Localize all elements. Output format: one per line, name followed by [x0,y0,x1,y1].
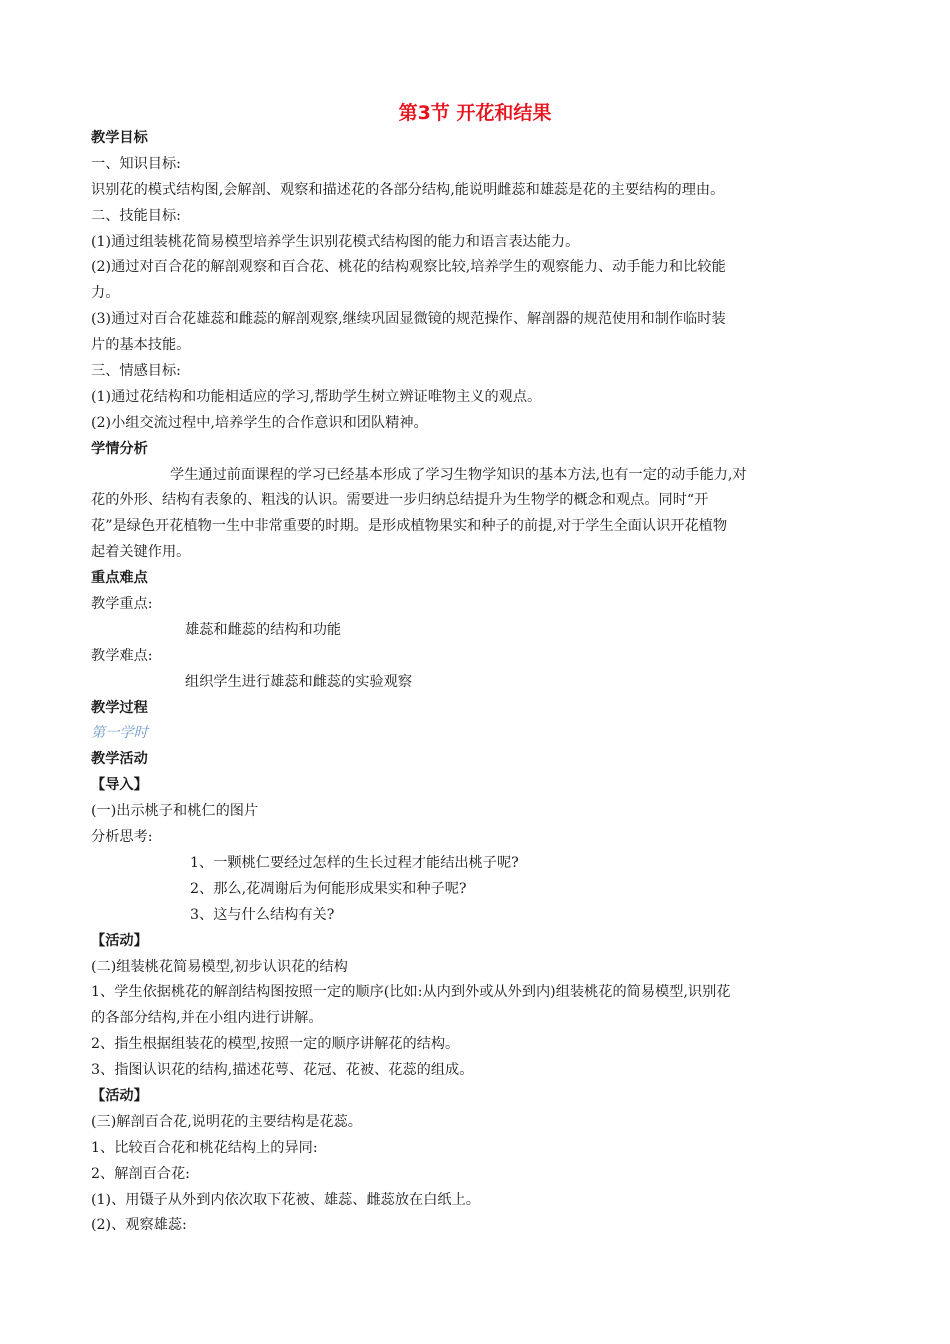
activity-3-item-1: 1、比较百合花和桃花结构上的异同: [91,1139,318,1156]
question-3: 3、这与什么结构有关? [190,906,335,923]
section-heading-key-points: 重点难点 [91,570,148,587]
emotion-item-1: (1)通过花结构和功能相适应的学习,帮助学生树立辨证唯物主义的观点。 [91,388,542,405]
skill-item-3b: 片的基本技能。 [91,337,191,354]
skill-item-2a: (2)通过对百合花的解剖观察和百合花、桃花的结构观察比较,培养学生的观察能力、动手能力和比较能 [91,259,726,276]
knowledge-text: 识别花的模式结构图,会解剖、观察和描述花的各部分结构,能说明雌蕊和雄蕊是花的主要结构的理由。 [91,181,725,198]
activities-heading: 教学活动 [91,751,148,768]
question-1: 1、一颗桃仁要经过怎样的生长过程才能结出桃子呢? [190,854,519,871]
section-heading-analysis: 学情分析 [91,440,148,457]
difficulty-text: 组织学生进行雄蕊和雌蕊的实验观察 [185,673,413,690]
analysis-line-3: 花”是绿色开花植物一生中非常重要的时期。是形成植物果实和种子的前提,对于学生全面认识开花植物 [91,518,728,535]
skill-item-3a: (3)通过对百合花雄蕊和雌蕊的解剖观察,继续巩固显微镜的规范操作、解剖器的规范使用和制作临时装 [91,311,726,328]
activity-3-item-2: 2、解剖百合花: [91,1165,190,1182]
activity-2-item-2: 2、指生根据组装花的模型,按照一定的顺序讲解花的结构。 [91,1036,460,1053]
skill-item-2b: 力。 [91,285,120,302]
analysis-line-4: 起着关键作用。 [91,544,191,561]
analysis-line-1: 学生通过前面课程的学习已经基本形成了学习生物学知识的基本方法,也有一定的动手能力,对 [170,466,747,483]
section-heading-process: 教学过程 [91,699,148,716]
activity-2-item-3: 3、指图认识花的结构,描述花萼、花冠、花被、花蕊的组成。 [91,1062,474,1079]
activity-3-item-2-1: (1)、用镊子从外到内依次取下花被、雄蕊、雌蕊放在白纸上。 [91,1191,480,1208]
activity-tag-2: 【活动】 [91,1087,148,1104]
section-heading-objectives: 教学目标 [91,130,148,146]
page-title: 第3节 开花和结果 [398,102,552,124]
document-body [91,126,861,1239]
activity-3-title: (三)解剖百合花,说明花的主要结构是花蕊。 [91,1113,362,1130]
skill-label: 二、技能目标: [91,207,181,224]
activity-tag-1: 【活动】 [91,932,148,949]
focus-label: 教学重点: [91,596,153,613]
emotion-label: 三、情感目标: [91,363,181,380]
activity-2-item-1a: 1、学生依据桃花的解剖结构图按照一定的顺序(比如:从内到外或从外到内)组装桃花的简易模型,识别花 [91,984,731,1001]
intro-item-1: (一)出示桃子和桃仁的图片 [91,803,259,820]
activity-2-item-1b: 的各部分结构,并在小组内进行讲解。 [91,1010,323,1027]
focus-text: 雄蕊和雌蕊的结构和功能 [185,621,342,638]
skill-item-1: (1)通过组装桃花简易模型培养学生识别花模式结构图的能力和语言表达能力。 [91,233,580,250]
activity-2-title: (二)组装桃花简易模型,初步认识花的结构 [91,958,348,975]
activity-3-item-2-2: (2)、观察雄蕊: [91,1217,187,1234]
emotion-item-2: (2)小组交流过程中,培养学生的合作意识和团队精神。 [91,414,428,431]
knowledge-label: 一、知识目标: [91,155,181,172]
analysis-line-2: 花的外形、结构有表象的、粗浅的认识。需要进一步归纳总结提升为生物学的概念和观点。同时“开 [91,492,709,509]
period-label: 第一学时 [91,725,148,742]
question-2: 2、那么,花凋谢后为何能形成果实和种子呢? [190,880,467,897]
difficulty-label: 教学难点: [91,647,153,664]
intro-think-label: 分析思考: [91,829,153,846]
intro-tag: 【导入】 [91,777,148,794]
